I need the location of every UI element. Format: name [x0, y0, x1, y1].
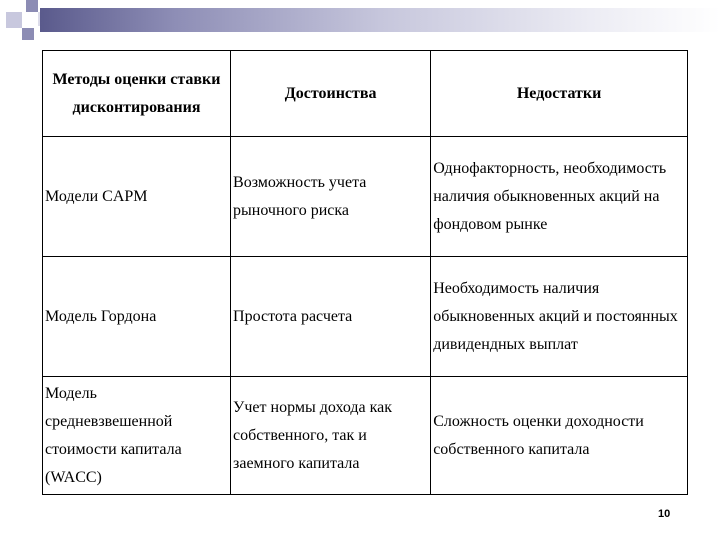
cell-advantages: Возможность учета рыночного риска [231, 137, 431, 257]
methods-comparison-table [42, 50, 688, 495]
deco-square-1 [6, 12, 22, 28]
cell-advantages: Учет нормы дохода как собственного, так и заемного капитала [231, 377, 431, 495]
header-methods: Методы оценки ставки дисконтирования [43, 51, 231, 137]
cell-disadvantages: Необходимость наличия обыкновенных акций и постоянных дивидендных выплат [431, 257, 688, 377]
header-disadvantages: Недостатки [431, 51, 688, 137]
deco-square-3 [22, 28, 34, 40]
page-number: 10 [658, 508, 671, 520]
header-advantages: Достоинства [231, 51, 431, 137]
cell-method: Модель Гордона [43, 257, 231, 377]
cell-disadvantages: Однофакторность, необходимость наличия обыкновенных акций на фондовом рынке [431, 137, 688, 257]
table-header-row [43, 51, 688, 137]
table-row [43, 257, 688, 377]
cell-advantages: Простота расчета [231, 257, 431, 377]
cell-disadvantages: Сложность оценки доходности собственного капитала [431, 377, 688, 495]
cell-method: Модель средневзвешенной стоимости капитала (WACC) [43, 377, 231, 495]
header-gradient-bar [40, 8, 720, 32]
table-row [43, 377, 688, 495]
cell-method: Модели CAPM [43, 137, 231, 257]
table-row [43, 137, 688, 257]
deco-square-2 [26, 0, 38, 12]
